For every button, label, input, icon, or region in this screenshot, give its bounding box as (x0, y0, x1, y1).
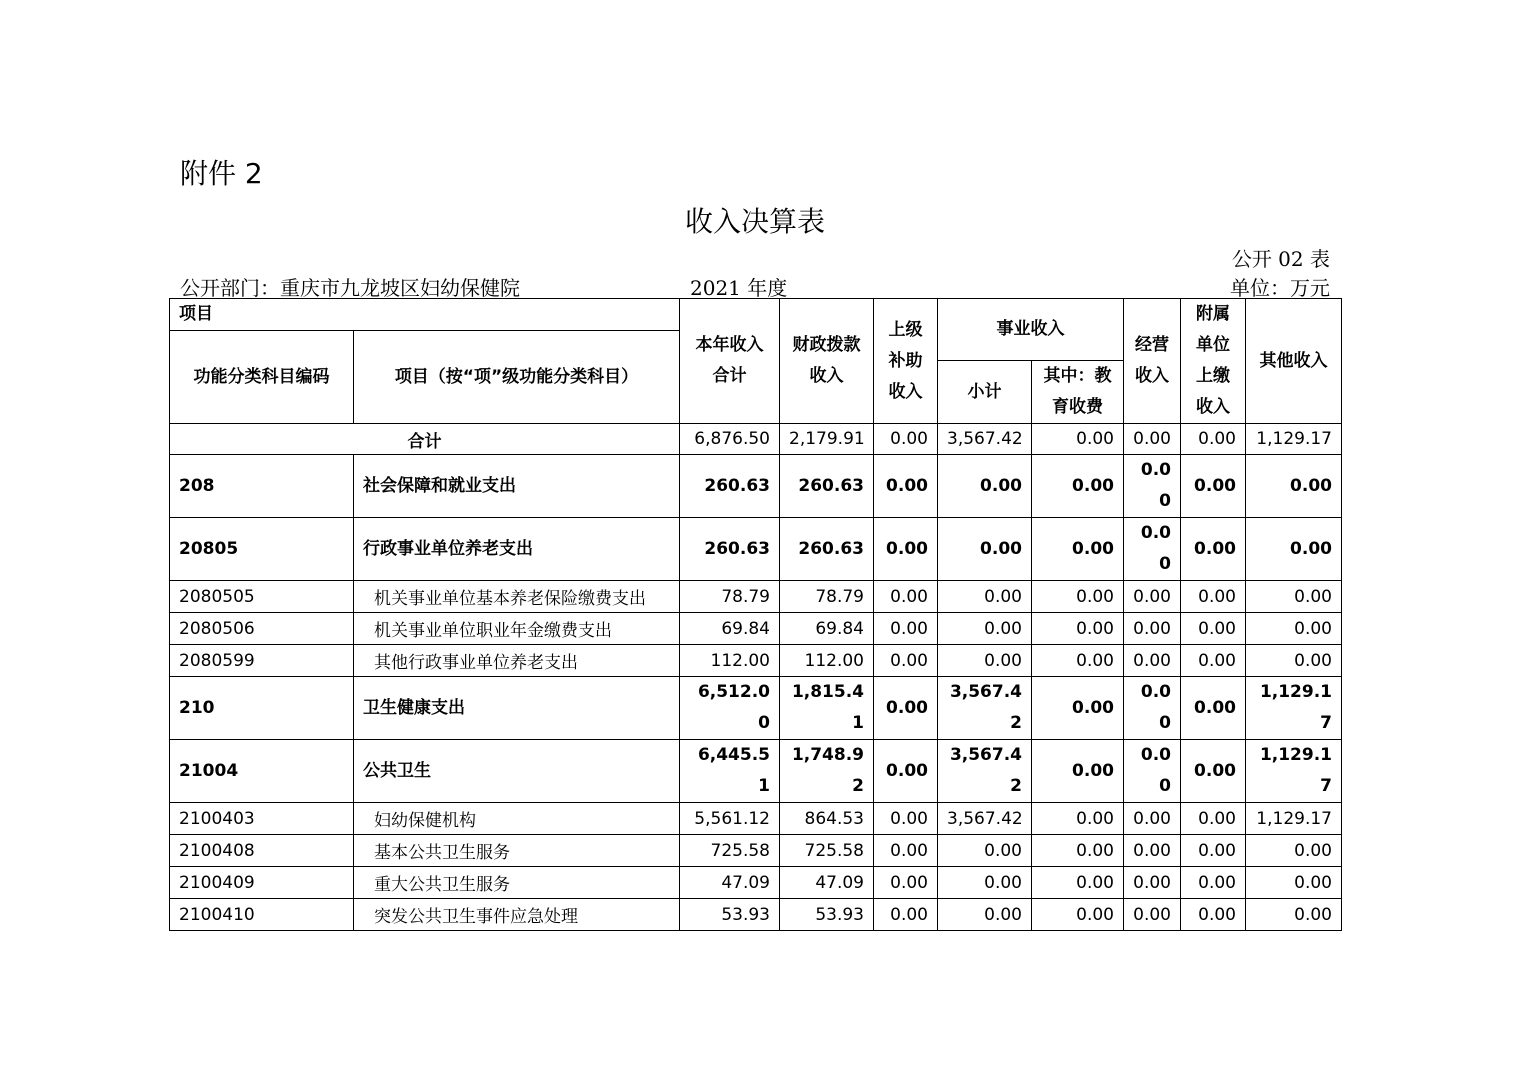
header-item-group: 项目 (170, 299, 680, 331)
total-value: 3,567.42 (938, 424, 1032, 455)
header-business-subtotal: 小计 (938, 361, 1032, 424)
header-fiscal: 财政拨款收入 (780, 299, 874, 424)
row-value: 0.00 (1124, 518, 1181, 581)
row-code: 2080599 (170, 645, 354, 677)
row-value: 0.00 (938, 645, 1032, 677)
row-value: 725.58 (780, 835, 874, 867)
total-value: 0.00 (1181, 424, 1246, 455)
row-value: 0.00 (1032, 867, 1124, 899)
row-value: 0.00 (1124, 581, 1181, 613)
table-row (170, 581, 1342, 613)
row-value: 0.00 (1124, 677, 1181, 740)
row-name: 妇幼保健机构 (354, 803, 680, 835)
row-value: 864.53 (780, 803, 874, 835)
table-row (170, 803, 1342, 835)
attachment-label: 附件 2 (180, 157, 263, 190)
table-row (170, 835, 1342, 867)
row-value: 0.00 (938, 867, 1032, 899)
total-value: 1,129.17 (1246, 424, 1342, 455)
row-value: 0.00 (1246, 867, 1342, 899)
row-value: 0.00 (1181, 613, 1246, 645)
row-value: 0.00 (1032, 803, 1124, 835)
row-code: 21004 (170, 740, 354, 803)
header-affiliated: 附属单位上缴收入 (1181, 299, 1246, 424)
table-row (170, 740, 1342, 803)
row-value: 112.00 (680, 645, 780, 677)
row-value: 0.00 (1124, 455, 1181, 518)
table-body (170, 424, 1342, 931)
row-value: 0.00 (874, 803, 938, 835)
row-code: 2100403 (170, 803, 354, 835)
row-code: 210 (170, 677, 354, 740)
row-value: 0.00 (1124, 899, 1181, 931)
table-row (170, 899, 1342, 931)
row-value: 0.00 (938, 518, 1032, 581)
row-value: 260.63 (780, 518, 874, 581)
row-value: 1,748.92 (780, 740, 874, 803)
row-value: 260.63 (680, 455, 780, 518)
row-value: 0.00 (874, 835, 938, 867)
row-value: 0.00 (938, 835, 1032, 867)
table-row (170, 677, 1342, 740)
row-value: 0.00 (1032, 645, 1124, 677)
row-value: 1,129.17 (1246, 677, 1342, 740)
row-value: 0.00 (1032, 899, 1124, 931)
row-value: 6,512.00 (680, 677, 780, 740)
row-name: 突发公共卫生事件应急处理 (354, 899, 680, 931)
row-value: 0.00 (874, 581, 938, 613)
row-value: 0.00 (1032, 455, 1124, 518)
row-value: 0.00 (1124, 613, 1181, 645)
department-label: 公开部门：重庆市九龙坡区妇幼保健院 (180, 276, 520, 300)
row-value: 47.09 (780, 867, 874, 899)
header-other: 其他收入 (1246, 299, 1342, 424)
row-value: 0.00 (1246, 645, 1342, 677)
row-value: 3,567.42 (938, 803, 1032, 835)
row-value: 78.79 (780, 581, 874, 613)
row-value: 69.84 (780, 613, 874, 645)
row-value: 0.00 (874, 677, 938, 740)
row-value: 0.00 (1181, 581, 1246, 613)
row-value: 0.00 (874, 645, 938, 677)
row-value: 0.00 (1032, 518, 1124, 581)
row-value: 1,129.17 (1246, 803, 1342, 835)
fiscal-year: 2021 年度 (690, 276, 788, 300)
row-value: 0.00 (874, 613, 938, 645)
row-value: 78.79 (680, 581, 780, 613)
row-name: 社会保障和就业支出 (354, 455, 680, 518)
row-value: 0.00 (874, 455, 938, 518)
row-value: 6,445.51 (680, 740, 780, 803)
row-value: 0.00 (1246, 455, 1342, 518)
row-value: 0.00 (1032, 613, 1124, 645)
row-value: 0.00 (1032, 677, 1124, 740)
header-operating: 经营收入 (1124, 299, 1181, 424)
row-value: 0.00 (938, 581, 1032, 613)
row-name: 行政事业单位养老支出 (354, 518, 680, 581)
row-value: 0.00 (938, 455, 1032, 518)
row-value: 260.63 (680, 518, 780, 581)
row-value: 5,561.12 (680, 803, 780, 835)
row-name: 卫生健康支出 (354, 677, 680, 740)
total-value: 2,179.91 (780, 424, 874, 455)
row-value: 0.00 (874, 867, 938, 899)
header-total-income: 本年收入合计 (680, 299, 780, 424)
header-business-group: 事业收入 (938, 299, 1124, 361)
header-superior: 上级补助收入 (874, 299, 938, 424)
row-value: 0.00 (1124, 835, 1181, 867)
total-value: 6,876.50 (680, 424, 780, 455)
row-code: 2080506 (170, 613, 354, 645)
row-value: 0.00 (1124, 803, 1181, 835)
row-code: 2080505 (170, 581, 354, 613)
total-value: 0.00 (874, 424, 938, 455)
row-value: 260.63 (780, 455, 874, 518)
row-name: 机关事业单位职业年金缴费支出 (354, 613, 680, 645)
row-name: 其他行政事业单位养老支出 (354, 645, 680, 677)
row-value: 0.00 (1246, 613, 1342, 645)
row-value: 0.00 (1246, 581, 1342, 613)
row-value: 0.00 (1032, 581, 1124, 613)
table-row (170, 613, 1342, 645)
row-value: 47.09 (680, 867, 780, 899)
income-statement-table (169, 298, 1342, 931)
row-code: 2100410 (170, 899, 354, 931)
row-value: 0.00 (1246, 518, 1342, 581)
total-value: 0.00 (1032, 424, 1124, 455)
header-name: 项目（按“项”级功能分类科目） (354, 331, 680, 424)
row-value: 0.00 (938, 613, 1032, 645)
row-code: 208 (170, 455, 354, 518)
table-row (170, 867, 1342, 899)
row-value: 725.58 (680, 835, 780, 867)
row-value: 0.00 (874, 518, 938, 581)
row-value: 53.93 (680, 899, 780, 931)
row-value: 1,129.17 (1246, 740, 1342, 803)
row-name: 基本公共卫生服务 (354, 835, 680, 867)
total-value: 0.00 (1124, 424, 1181, 455)
row-value: 0.00 (1181, 803, 1246, 835)
header-row-1 (170, 299, 1342, 331)
row-value: 0.00 (1181, 835, 1246, 867)
total-row (170, 424, 1342, 455)
row-value: 0.00 (1124, 740, 1181, 803)
row-value: 3,567.42 (938, 740, 1032, 803)
total-label: 合计 (170, 424, 680, 455)
row-name: 公共卫生 (354, 740, 680, 803)
row-code: 2100409 (170, 867, 354, 899)
row-value: 0.00 (1032, 740, 1124, 803)
row-value: 0.00 (1181, 899, 1246, 931)
row-value: 0.00 (1246, 835, 1342, 867)
row-value: 112.00 (780, 645, 874, 677)
row-value: 0.00 (874, 740, 938, 803)
row-value: 0.00 (1032, 835, 1124, 867)
row-value: 0.00 (1124, 645, 1181, 677)
page-title: 收入决算表 (684, 205, 825, 238)
table-row (170, 645, 1342, 677)
row-name: 重大公共卫生服务 (354, 867, 680, 899)
header-code: 功能分类科目编码 (170, 331, 354, 424)
header-business-edu: 其中：教育收费 (1032, 361, 1124, 424)
row-value: 0.00 (1124, 867, 1181, 899)
row-value: 0.00 (1181, 677, 1246, 740)
row-value: 0.00 (874, 899, 938, 931)
row-code: 20805 (170, 518, 354, 581)
row-name: 机关事业单位基本养老保险缴费支出 (354, 581, 680, 613)
row-value: 0.00 (1246, 899, 1342, 931)
row-code: 2100408 (170, 835, 354, 867)
row-value: 0.00 (1181, 645, 1246, 677)
row-value: 0.00 (1181, 740, 1246, 803)
row-value: 0.00 (1181, 455, 1246, 518)
table-row (170, 455, 1342, 518)
row-value: 0.00 (1181, 518, 1246, 581)
row-value: 0.00 (938, 899, 1032, 931)
form-number: 公开 02 表 (1231, 247, 1330, 271)
row-value: 3,567.42 (938, 677, 1032, 740)
unit-label: 单位：万元 (1230, 276, 1330, 300)
row-value: 53.93 (780, 899, 874, 931)
row-value: 0.00 (1181, 867, 1246, 899)
row-value: 1,815.41 (780, 677, 874, 740)
row-value: 69.84 (680, 613, 780, 645)
table-row (170, 518, 1342, 581)
